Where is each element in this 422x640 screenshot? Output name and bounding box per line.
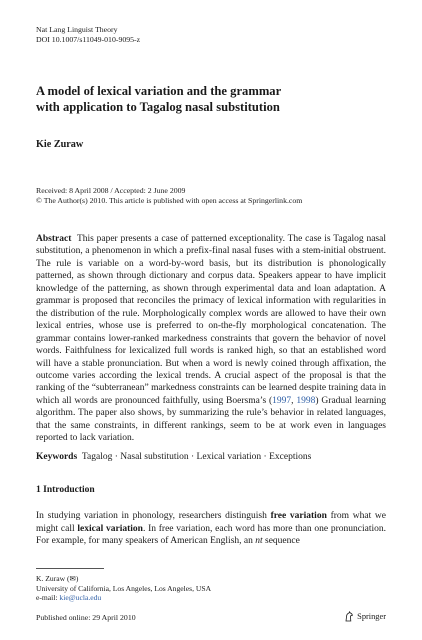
citation-separator: , bbox=[291, 395, 297, 406]
intro-text-1: In studying variation in phonology, researchers distinguish bbox=[36, 511, 271, 521]
copyright-line: © The Author(s) 2010. This article is published with open access at Springerlink.com bbox=[36, 196, 303, 206]
intro-paragraph bbox=[36, 510, 386, 548]
term-free-variation: free variation bbox=[270, 511, 327, 521]
author-name: Kie Zuraw bbox=[36, 139, 84, 150]
section-heading: 1 Introduction bbox=[36, 485, 95, 495]
journal-name: Nat Lang Linguist Theory bbox=[36, 25, 118, 34]
received-accepted: Received: 8 April 2008 / Accepted: 2 June 2009 bbox=[36, 186, 186, 195]
article-dates bbox=[36, 186, 302, 207]
published-online: Published online: 29 April 2010 bbox=[36, 613, 136, 622]
title-line-1: A model of lexical variation and the grammar bbox=[36, 84, 282, 98]
keywords-text: Tagalog · Nasal substitution · Lexical variation · Exceptions bbox=[81, 452, 312, 462]
footnote-email-line bbox=[36, 593, 211, 603]
keywords-label: Keywords bbox=[36, 452, 78, 462]
author-footnote bbox=[36, 574, 211, 603]
abstract bbox=[36, 233, 386, 445]
keywords bbox=[36, 451, 386, 463]
footnote-author: K. Zuraw (✉) bbox=[36, 574, 79, 583]
title-line-2: with application to Tagalog nasal substitution bbox=[36, 99, 280, 114]
citation-link-1998[interactable]: 1998 bbox=[296, 395, 316, 406]
citation-link-1997[interactable]: 1997 bbox=[272, 395, 292, 406]
footnote-divider bbox=[36, 568, 104, 569]
term-nt: nt bbox=[255, 536, 263, 547]
email-link[interactable]: kie@ucla.edu bbox=[59, 593, 102, 603]
email-label: e-mail: bbox=[36, 593, 60, 603]
abstract-text-2: ) Gradual learning algorithm. The paper also shows, by summarizing the rule’s behavior in related languages, that the same constraints, in different rankings, seem to be at work even in languages reported to lack variation. bbox=[36, 395, 386, 444]
doi: DOI 10.1007/s11049-010-9095-z bbox=[36, 35, 141, 44]
footnote-affiliation: University of California, Los Angeles, Los Angeles, USA bbox=[36, 583, 212, 593]
publisher-name: Springer bbox=[357, 612, 386, 621]
article-title bbox=[36, 84, 376, 115]
abstract-label: Abstract bbox=[36, 234, 72, 244]
journal-info bbox=[36, 25, 140, 45]
intro-text-2: from what we might call bbox=[36, 511, 386, 534]
springer-horse-icon bbox=[344, 611, 354, 622]
abstract-text-1: This paper presents a case of patterned exceptionality. The case is Tagalog nasal substitution, a phenomenon in which a prefix-final nasal fuses with a stem-initial obstruent. The rule is variable on a word-by-word basis, but its distribution is phonologically patterned, as shown through dictionary and corpus data. Speakers appear to have implicit knowledge of the patterning, as shown through experimental data and loan adaptation. A grammar is proposed that reconciles the primacy of lexical information with regularities in the distribution of the rule. Morphologically complex words are allowed to have their own lexical entries, whose use is preferred to on-the-fly morphological concatenation. The grammar contains lower-ranked markedness constraints that govern the behavior of novel words. Faithfulness for lexicalized full words is ranked high, so that an established word will have a stable pronunciation. But when a word is newly coined through affixation, the outcome varies according the lexical trends. A crucial aspect of the proposal is that the ranking of the “subterranean” markedness constraints can be learned despite training data in which all words are pronounced faithfully, using Boersma’s ( bbox=[36, 234, 386, 406]
term-lexical-variation: lexical variation bbox=[77, 523, 143, 534]
publisher-logo bbox=[344, 611, 386, 622]
intro-text-3: . In free variation, each word has more than one pronunciation. For example, for many speakers of American English, an bbox=[36, 523, 386, 547]
intro-text-4: sequence bbox=[262, 536, 300, 547]
